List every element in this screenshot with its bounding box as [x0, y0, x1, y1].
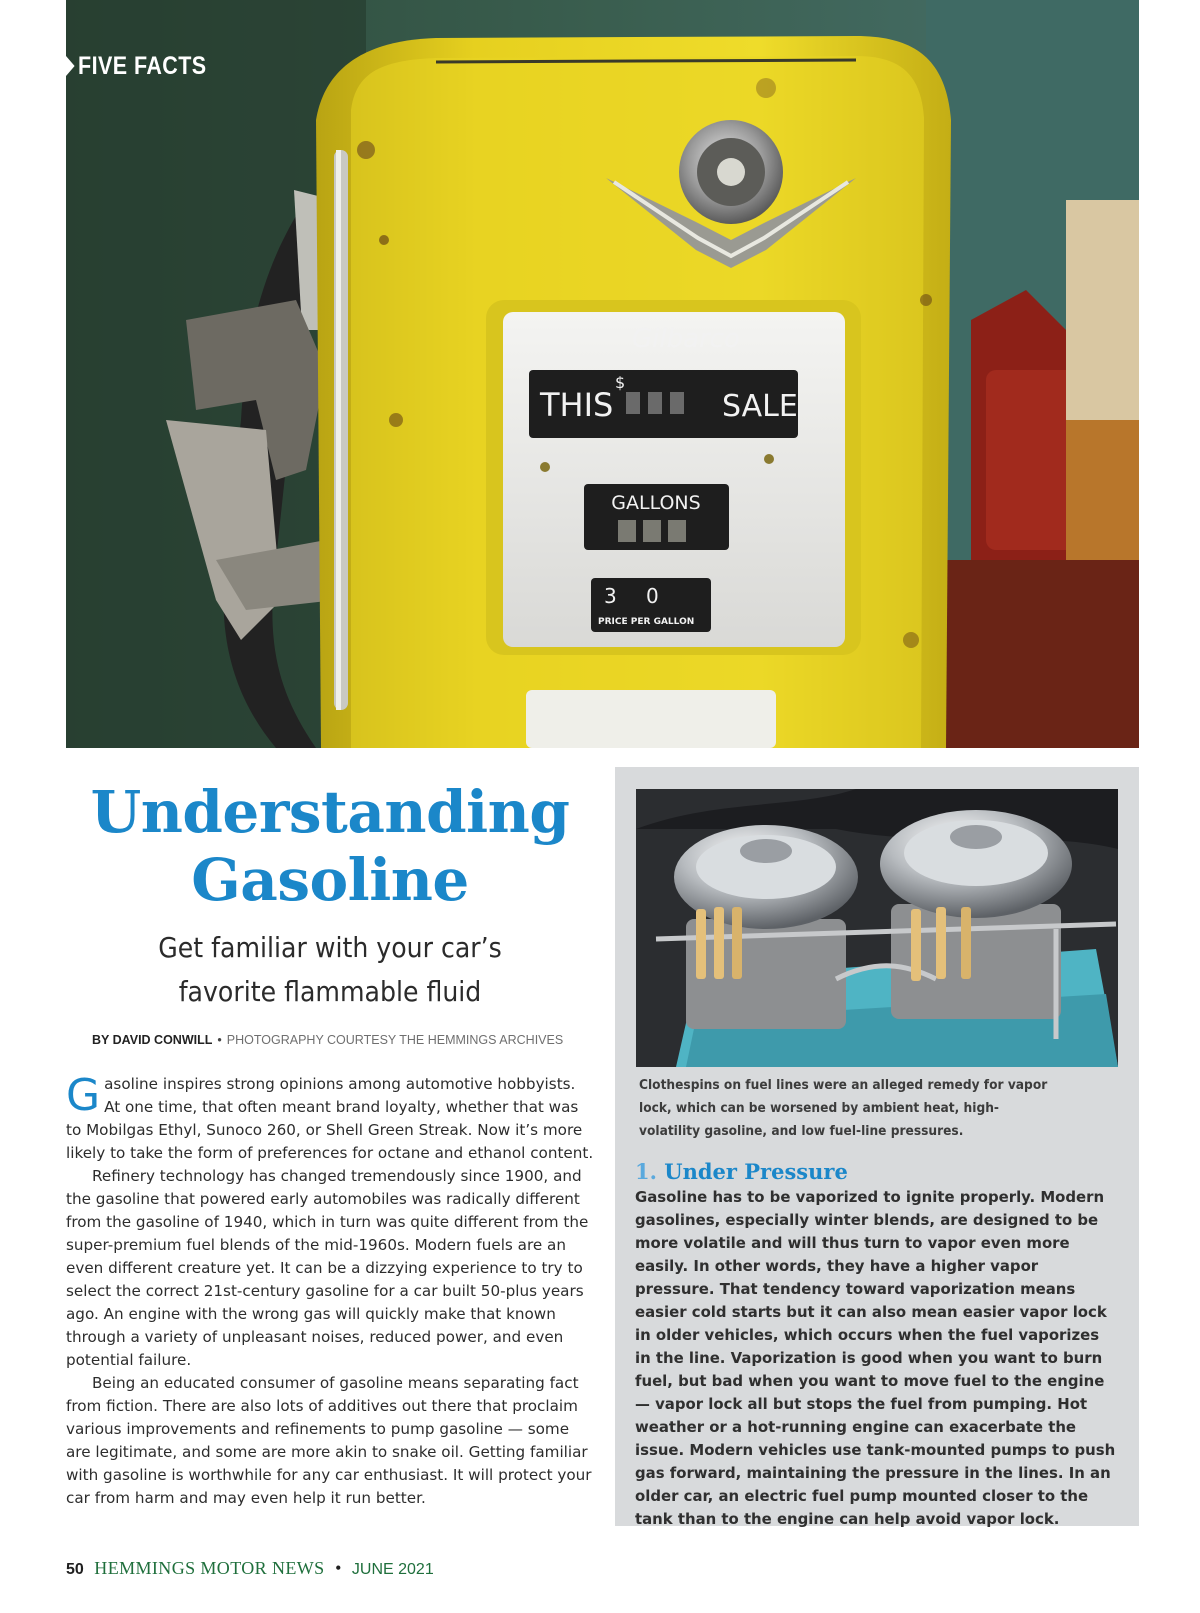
sale-right-text: SALE: [722, 389, 798, 424]
price-per-gallon-text: PRICE PER GALLON: [598, 617, 695, 627]
subtitle-line-2: favorite flammable fluid: [178, 975, 482, 1008]
hero-photo: [66, 0, 1139, 748]
byline: [92, 1033, 612, 1047]
sidebar-fact-box: [615, 767, 1139, 1526]
section-tag: FIVE FACTS: [66, 48, 213, 84]
title-line-1: Understanding: [90, 778, 570, 846]
sale-left-text: THIS: [540, 386, 614, 424]
article-subtitle: [114, 926, 546, 1014]
gallons-label-text: GALLONS: [611, 492, 701, 514]
article-body: [66, 1070, 594, 1510]
body-paragraph-1: [66, 1070, 594, 1165]
article-title: [60, 778, 600, 914]
carburetor-illustration: [636, 789, 1118, 1067]
photo-credit: PHOTOGRAPHY COURTESY THE HEMMINGS ARCHIVES: [226, 1033, 564, 1047]
paragraph-1-text: asoline inspires strong opinions among automotive hobbyists. At one time, that often meant brand loyalty, whether that was to Mobilgas Ethyl, Sunoco 260, or Shell Green Streak. Now it’s more likely to take the form of preferences for octane and ethanol content.: [66, 1075, 594, 1162]
body-paragraph-2: Refinery technology has changed tremendously since 1900, and the gasoline that powered early automobiles was radically different from the gasoline of 1940, which in turn was quite different from the super-premium fuel blends of the mid-1960s. Modern fuels are an even different creature yet. It can be a dizzying experience to try to select the correct 21st-century gasoline for a car built 50-plus years ago. An engine with the wrong gas will quickly make that known through a variety of unpleasant noises, reduced power, and even potential failure.: [66, 1167, 589, 1369]
page-number: 50: [66, 1561, 84, 1578]
publication-name: HEMMINGS MOTOR NEWS: [94, 1558, 325, 1578]
fact-number: 1.: [635, 1159, 657, 1184]
carburetor-photo: [636, 789, 1118, 1067]
sale-currency-text: $: [615, 373, 626, 392]
title-line-2: Gasoline: [191, 846, 469, 914]
price-digit-2: 0: [646, 584, 659, 608]
page-footer: [66, 1558, 434, 1579]
fact-body: Gasoline has to be vaporized to ignite properly. Modern gasolines, especially winter blends, are designed to be more volatile and will thus turn to vapor even more easily. In other words, they have a higher vapor pressure. That tendency toward vaporization means easier cold starts but it can also mean easier vapor lock in older vehicles, which occurs when the fuel vaporizes in the line. Vaporization is good when you want to burn fuel, but bad when you want to move fuel to the engine — vapor lock all but stops the fuel from pumping. Hot weather or a hot-running engine can exacerbate the issue. Modern vehicles use tank-mounted pumps to push gas forward, maintaining the pressure in the lines. In an older car, an electric fuel pump mounted closer to the tank than to the engine can help avoid vapor lock.: [635, 1188, 1116, 1528]
issue-date: JUNE 2021: [351, 1561, 434, 1578]
pump-brand-text: Gilbarco: [632, 324, 740, 354]
drop-cap: G: [66, 1070, 101, 1121]
gas-pump-illustration: [66, 0, 1139, 748]
price-digit-1: 3: [604, 584, 617, 608]
subtitle-line-1: Get familiar with your car’s: [158, 931, 502, 964]
body-paragraph-3: Being an educated consumer of gasoline means separating fact from fiction. There are also lots of additives out there that proclaim various improvements and refinements to pump gasoline — some are legitimate, and some are more akin to snake oil. Getting familiar with gasoline is worthwhile for any car enthusiast. It will protect your car from harm and may even help it run better.: [66, 1374, 592, 1507]
photo-caption: Clothespins on fuel lines were an alleged remedy for vapor lock, which can be worsened by ambient heat, high-volatility gasoline, and low fuel-line pressures.: [639, 1077, 1048, 1139]
byline-separator: •: [217, 1033, 222, 1047]
byline-author: BY DAVID CONWILL: [92, 1033, 213, 1047]
footer-separator: •: [335, 1558, 342, 1578]
fact-title: Under Pressure: [664, 1159, 848, 1184]
fact-heading: [635, 1159, 848, 1184]
